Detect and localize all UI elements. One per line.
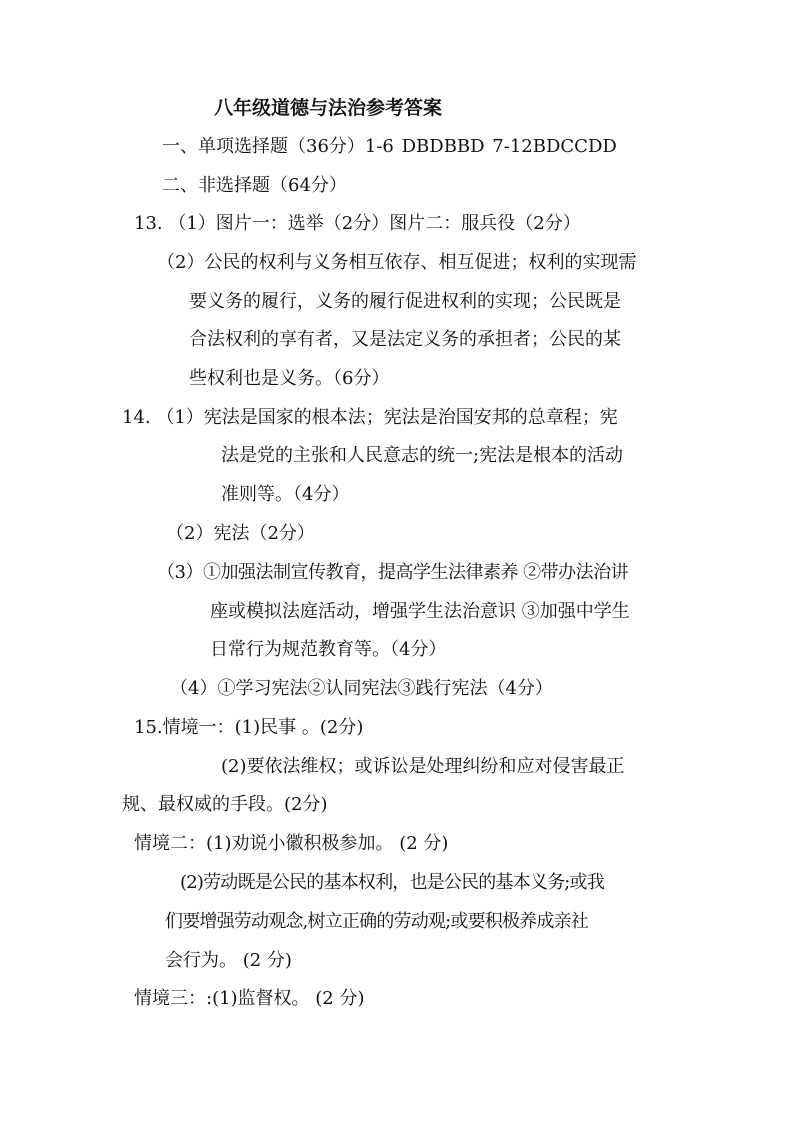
text-line: （2）宪法（2分） xyxy=(166,523,315,544)
text-line: 二、非选择题（64分） xyxy=(162,175,347,196)
text-line: 些权利也是义务。（6分） xyxy=(189,368,390,389)
page-title: 八年级道德与法治参考答案 xyxy=(214,97,443,119)
text-line: 合法权利的享有者，又是法定义务的承担者；公民的某 xyxy=(189,329,621,350)
text-line: 13. （1）图片一：选举（2分）图片二：服兵役（2分） xyxy=(134,213,581,234)
text-line: 14. （1）宪法是国家的根本法；宪法是治国安邦的总章程；宪 xyxy=(122,407,618,428)
text-line: 座或模拟法庭活动，增强学生法治意识 ③加强中学生 xyxy=(210,601,630,622)
text-line: 15.情境一：(1)民事 。(2分) xyxy=(134,717,364,738)
text-line: 法是党的主张和人民意志的统一;宪法是根本的活动 xyxy=(221,445,624,466)
text-line: 会行为。 (2 分) xyxy=(165,950,292,971)
text-line: 规、最权威的手段。(2分) xyxy=(122,794,328,815)
text-line: 情境二：(1)劝说小徽积极参加。 (2 分) xyxy=(134,833,449,854)
text-line: (2)劳动既是公民的基本权利，也是公民的基本义务;或我 xyxy=(180,872,604,893)
text-line: （3）①加强法制宣传教育，提高学生法律素养 ②带办法治讲 xyxy=(157,562,629,583)
text-line: 日常行为规范教育等。（4分） xyxy=(210,639,447,660)
text-line: 准则等。（4分） xyxy=(221,484,350,505)
text-line: 们要增强劳动观念,树立正确的劳动观;或要积极养成亲社 xyxy=(165,911,588,932)
text-line: 一、单项选择题（36分）1-6 DBDBBD 7-12BDCCDD xyxy=(162,136,617,157)
text-line: （2）公民的权利与义务相互依存、相互促进；权利的实现需 xyxy=(157,252,637,273)
text-line: （4）①学习宪法②认同宪法③践行宪法（4分） xyxy=(170,678,553,699)
text-line: 情境三：:(1)监督权。 (2 分) xyxy=(134,988,365,1009)
text-line: 要义务的履行，义务的履行促进权利的实现；公民既是 xyxy=(189,291,621,312)
text-line: (2)要依法维权；或诉讼是处理纠纷和应对侵害最正 xyxy=(221,756,625,777)
